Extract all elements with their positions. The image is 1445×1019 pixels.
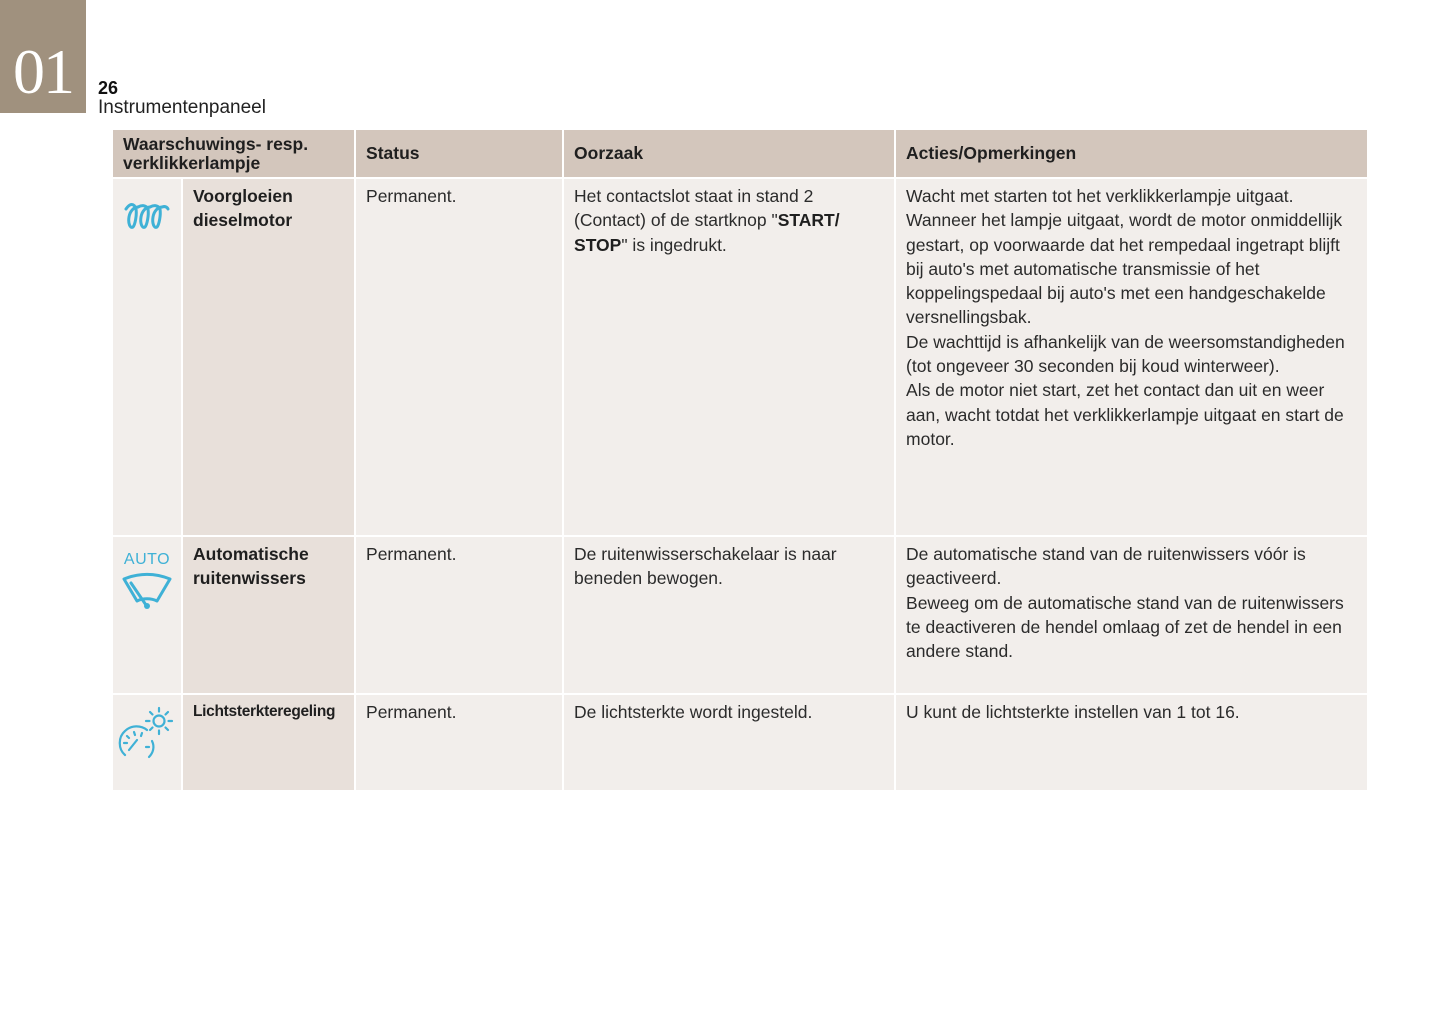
status-cell: Permanent. (356, 179, 562, 535)
header-actions: Acties/Opmerkingen (896, 130, 1367, 177)
header-status: Status (356, 130, 562, 177)
icon-cell (113, 179, 181, 535)
header-lamp: Waarschuwings- resp. verklikkerlampje (113, 130, 354, 177)
action-line: De wachttijd is afhankelijk van de weersomstandigheden (tot ongeveer 30 seconden bij koud winterweer). (906, 331, 1345, 377)
cause-bold-text: START/ STOP (574, 210, 840, 255)
warning-lamp-table (111, 128, 1369, 792)
actions-cell (896, 695, 1367, 790)
action-line: De automatische stand van de ruitenwissers vóór is geactiveerd. (906, 544, 1306, 589)
header-cause: Oorzaak (564, 130, 894, 177)
cause-cell: De ruitenwisserschakelaar is naar beneden bewogen. (564, 537, 894, 693)
cause-text-end: " is ingedrukt. (621, 234, 727, 255)
lamp-name: Voorgloeien dieselmotor (183, 179, 354, 535)
status-cell: Permanent. (356, 537, 562, 693)
icon-cell (113, 695, 181, 790)
table-header-row (113, 130, 1367, 177)
section-title: Instrumentenpaneel (98, 97, 266, 118)
auto-label: AUTO (123, 551, 171, 568)
icon-cell (113, 537, 181, 693)
chapter-tab: 01 (0, 0, 86, 113)
cause-text: Het contactslot staat in stand 2 (Contact) of de startknop " (574, 186, 814, 231)
lamp-name: Automatische ruitenwissers (183, 537, 354, 693)
action-line: Als de motor niet start, zet het contact dan uit en weer aan, wacht totdat het verklikkerlampje uitgaat en start de motor. (906, 380, 1344, 449)
page-number: 26 (98, 78, 119, 98)
action-line: Wacht met starten tot het verklikkerlampje uitgaat. (906, 186, 1294, 206)
actions-cell (896, 537, 1367, 693)
action-line: U kunt de lichtsterkte instellen van 1 tot 16. (906, 702, 1240, 722)
actions-cell (896, 179, 1367, 535)
table-row (113, 537, 1367, 693)
glow-plug-icon (124, 201, 170, 231)
table-row (113, 695, 1367, 790)
cause-cell (564, 179, 894, 535)
lamp-name: Lichtsterkteregeling (183, 695, 354, 790)
table-row (113, 179, 1367, 535)
action-line: Wanneer het lampje uitgaat, wordt de motor onmiddellijk gestart, op voorwaarde dat het rempedaal ingetrapt blijft bij auto's met automatische transmissie of het koppelingspedaal bij auto's met een handgeschakelde versnellingsbak. (906, 210, 1343, 328)
auto-wiper-icon (121, 571, 173, 611)
action-line: Beweeg om de automatische stand van de ruitenwissers te deactiveren de hendel omlaag of zet de hendel in een andere stand. (906, 592, 1344, 662)
cause-cell: De lichtsterkte wordt ingesteld. (564, 695, 894, 790)
status-cell: Permanent. (356, 695, 562, 790)
brightness-dial-icon (115, 705, 179, 761)
